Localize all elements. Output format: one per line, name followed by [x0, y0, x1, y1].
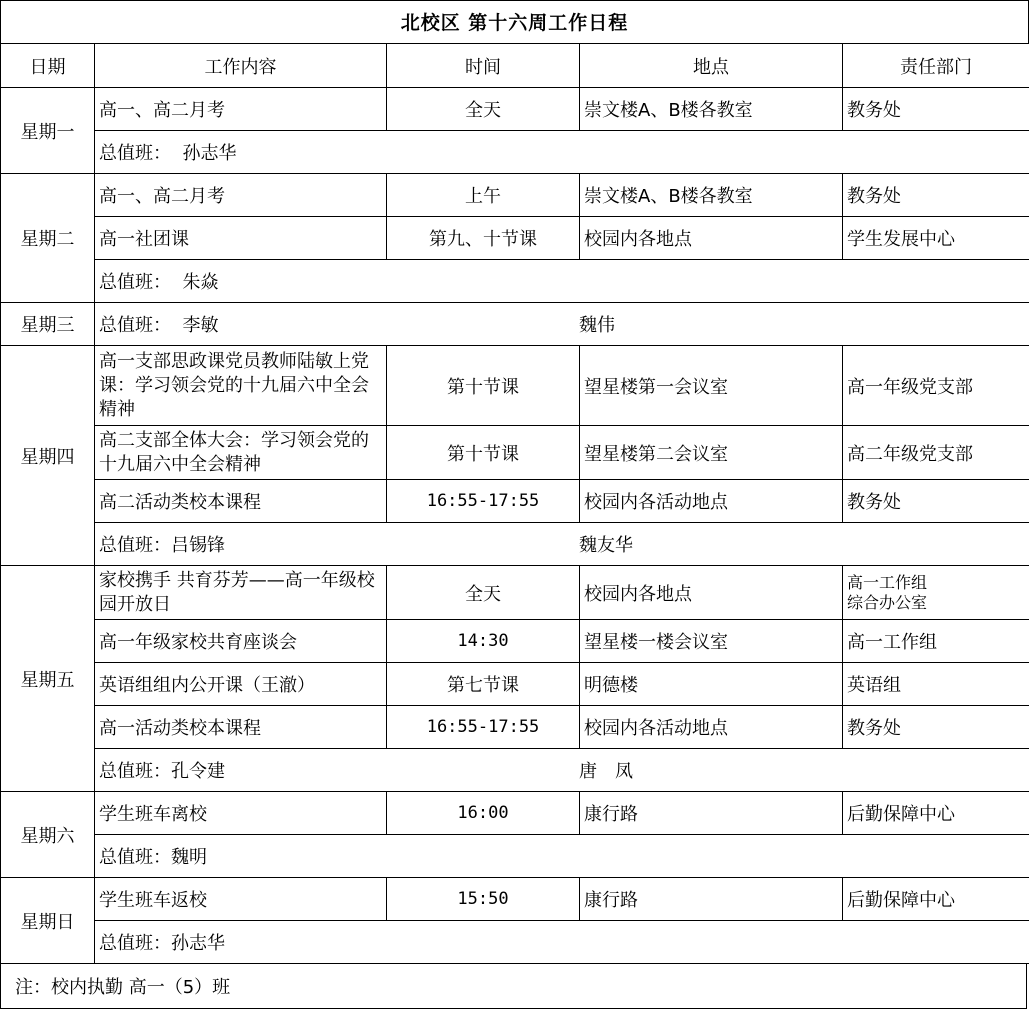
time-cell: 16:00	[387, 792, 580, 835]
duty-cell	[95, 131, 1029, 174]
content-cell: 英语组组内公开课（王澈）	[95, 663, 387, 706]
place-cell: 校园内各活动地点	[580, 706, 843, 749]
content-cell: 高二支部全体大会：学习领会党的十九届六中全会精神	[95, 426, 387, 480]
header-time: 时间	[387, 44, 580, 88]
dept-line: 高一工作组	[847, 572, 928, 592]
content-cell: 高一活动类校本课程	[95, 706, 387, 749]
dept-cell: 后勤保障中心	[843, 878, 1029, 921]
dept-cell: 高一年级党支部	[843, 346, 1029, 426]
duty-name: 孙志华	[171, 933, 225, 954]
duty-row	[1, 921, 1029, 964]
duty-name: 朱焱	[182, 272, 219, 293]
duty-cell	[95, 921, 1029, 964]
day-cell-saturday: 星期六	[1, 792, 95, 878]
table-row	[1, 706, 1029, 749]
duty-row	[1, 260, 1029, 303]
duty-primary	[99, 531, 579, 557]
time-cell: 第十节课	[387, 426, 580, 480]
duty-name: 孔令建	[171, 761, 225, 782]
time-cell: 上午	[387, 174, 580, 217]
dept-cell: 教务处	[843, 706, 1029, 749]
time-cell: 15:50	[387, 878, 580, 921]
duty-row	[1, 835, 1029, 878]
dept-cell: 英语组	[843, 663, 1029, 706]
table-row	[1, 174, 1029, 217]
dept-cell	[843, 566, 1029, 620]
duty-cell	[95, 303, 1029, 346]
dept-cell: 后勤保障中心	[843, 792, 1029, 835]
content-cell: 家校携手 共育芬芳——高一年级校园开放日	[95, 566, 387, 620]
page-title: 北校区 第十六周工作日程	[400, 12, 629, 34]
dept-cell: 高二年级党支部	[843, 426, 1029, 480]
place-cell: 崇文楼A、B楼各教室	[580, 88, 843, 131]
header-dept: 责任部门	[843, 44, 1029, 88]
time-cell: 16:55-17:55	[387, 480, 580, 523]
header-date: 日期	[1, 44, 95, 88]
table-row	[1, 878, 1029, 921]
duty-cell	[95, 260, 1029, 303]
content-cell: 高一、高二月考	[95, 174, 387, 217]
duty-label: 总值班：	[99, 761, 171, 782]
duty-name: 李敏	[182, 315, 219, 336]
table-row	[1, 480, 1029, 523]
duty-primary	[99, 757, 579, 783]
duty-primary	[99, 843, 579, 869]
header-content: 工作内容	[95, 44, 387, 88]
time-cell: 16:55-17:55	[387, 706, 580, 749]
table-row	[1, 426, 1029, 480]
duty-secondary: 魏伟	[579, 315, 615, 336]
content-cell: 学生班车离校	[95, 792, 387, 835]
duty-cell	[95, 835, 1029, 878]
place-cell: 康行路	[580, 878, 843, 921]
content-cell: 学生班车返校	[95, 878, 387, 921]
time-cell: 全天	[387, 88, 580, 131]
table-row	[1, 792, 1029, 835]
day-cell-sunday: 星期日	[1, 878, 95, 964]
duty-row	[1, 131, 1029, 174]
place-cell: 望星楼第一会议室	[580, 346, 843, 426]
time-cell: 全天	[387, 566, 580, 620]
place-cell: 望星楼第二会议室	[580, 426, 843, 480]
table-row	[1, 663, 1029, 706]
duty-name: 魏明	[171, 847, 207, 868]
content-cell: 高一社团课	[95, 217, 387, 260]
duty-secondary: 唐 凤	[579, 761, 633, 782]
content-cell: 高一、高二月考	[95, 88, 387, 131]
dept-cell: 教务处	[843, 480, 1029, 523]
duty-name: 吕锡锋	[171, 535, 225, 556]
table-row	[1, 620, 1029, 663]
place-cell: 望星楼一楼会议室	[580, 620, 843, 663]
schedule-table	[0, 43, 1029, 964]
duty-label: 总值班：	[99, 272, 171, 293]
dept-cell: 高一工作组	[843, 620, 1029, 663]
time-cell: 14:30	[387, 620, 580, 663]
place-cell: 康行路	[580, 792, 843, 835]
table-row	[1, 566, 1029, 620]
dept-cell: 教务处	[843, 174, 1029, 217]
time-cell: 第十节课	[387, 346, 580, 426]
dept-cell: 学生发展中心	[843, 217, 1029, 260]
duty-name: 孙志华	[182, 143, 237, 164]
place-cell: 崇文楼A、B楼各教室	[580, 174, 843, 217]
duty-label: 总值班：	[99, 315, 171, 336]
table-row	[1, 346, 1029, 426]
day-cell-friday: 星期五	[1, 566, 95, 792]
place-cell: 校园内各活动地点	[580, 480, 843, 523]
day-cell-monday: 星期一	[1, 88, 95, 174]
place-cell: 校园内各地点	[580, 217, 843, 260]
duty-primary	[99, 139, 579, 165]
content-cell: 高一年级家校共育座谈会	[95, 620, 387, 663]
day-cell-tuesday: 星期二	[1, 174, 95, 303]
dept-cell: 教务处	[843, 88, 1029, 131]
duty-primary	[99, 268, 579, 294]
duty-row	[1, 749, 1029, 792]
duty-label: 总值班：	[99, 535, 171, 556]
duty-primary	[99, 311, 579, 337]
footnote: 注：校内执勤 高一（5）班	[0, 963, 1027, 1009]
day-cell-thursday: 星期四	[1, 346, 95, 566]
table-row	[1, 217, 1029, 260]
content-cell: 高二活动类校本课程	[95, 480, 387, 523]
time-cell: 第九、十节课	[387, 217, 580, 260]
duty-cell	[95, 749, 1029, 792]
duty-row	[1, 303, 1029, 346]
place-cell: 校园内各地点	[580, 566, 843, 620]
table-row	[1, 88, 1029, 131]
duty-label: 总值班：	[99, 143, 171, 164]
duty-row	[1, 523, 1029, 566]
place-cell: 明德楼	[580, 663, 843, 706]
dept-line: 综合办公室	[847, 592, 928, 612]
header-place: 地点	[580, 44, 843, 88]
duty-primary	[99, 929, 579, 955]
duty-cell	[95, 523, 1029, 566]
duty-label: 总值班：	[99, 933, 171, 954]
content-cell: 高一支部思政课党员教师陆敏上党课：学习领会党的十九届六中全会精神	[95, 346, 387, 426]
time-cell: 第七节课	[387, 663, 580, 706]
duty-label: 总值班：	[99, 847, 171, 868]
day-cell-wednesday: 星期三	[1, 303, 95, 346]
duty-secondary: 魏友华	[579, 535, 633, 556]
header-row	[1, 44, 1029, 88]
